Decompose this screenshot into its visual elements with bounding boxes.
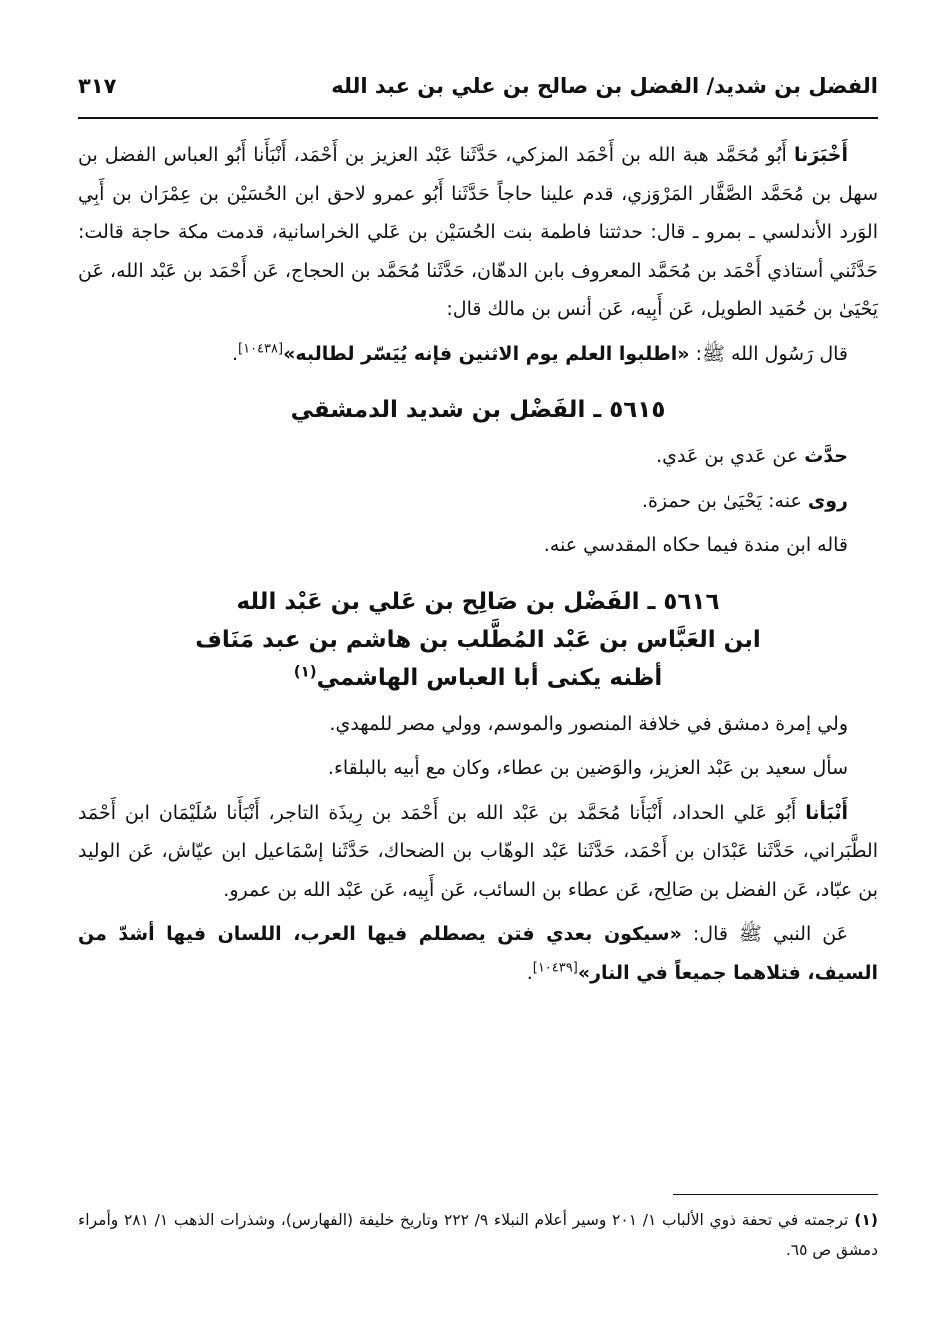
entry-heading-5616 [78, 583, 878, 697]
entry-heading-line-3-text: أظنه يكنى أبا العباس الهاشمي [316, 664, 663, 691]
running-title: الفضل بن شديد/ الفضل بن صالح بن علي بن عبد الله [331, 74, 878, 98]
isnad-paragraph-2 [78, 794, 878, 910]
entry-5615-line-3 [78, 526, 878, 565]
entry-5616-line-2: سأل سعيد بن عَبْد العزيز، والوَضين بن عطاء، وكان مع أبيه بالبلقاء. [327, 757, 848, 779]
header-rule [78, 117, 878, 119]
entry-heading-line-3 [78, 659, 878, 697]
paragraph-lead-word: أَنْبَأنا [805, 801, 848, 824]
line-lead-word: روى [807, 489, 848, 512]
hadith-end: . [526, 961, 533, 984]
hadith-intro: قال رَسُول الله ﷺ: [689, 342, 848, 365]
hadith-text: «اطلبوا العلم يوم الاثنين فإنه يُيَسّر لطالبه» [283, 342, 690, 365]
line-text: عنه: يَحْيَىٰ بن حمزة. [641, 489, 808, 512]
entry-heading-line: ٥٦١٥ ـ الفَضْل بن شديد الدمشقي [290, 397, 666, 423]
isnad-paragraph-1 [78, 136, 878, 329]
entry-heading-line-2: ابن العَبَّاس بن عَبْد المُطَّلب بن هاشم بن عبد مَنَاف [195, 626, 761, 653]
hadith-intro: عَن النبي ﷺ قال: [681, 923, 849, 945]
hadith-line-2 [78, 915, 878, 992]
entry-heading-5615 [78, 391, 878, 429]
book-page [78, 68, 878, 1318]
entry-heading-line-1: ٥٦١٦ ـ الفَضْل بن صَالِح بن عَلي بن عَبْد الله [236, 588, 720, 615]
line-text: قاله ابن مندة فيما حكاه المقدسي عنه. [543, 534, 848, 556]
footnotes [78, 1205, 878, 1265]
hadith-end: . [231, 342, 239, 365]
entry-5616-line-1: ولي إمرة دمشق في خلافة المنصور والموسم، وولي مصر للمهدي. [329, 712, 848, 735]
hadith-reference: [١٠٤٣٩] [532, 960, 578, 976]
running-header [78, 68, 878, 104]
paragraph-lead-word: أَخْبَرَنا [793, 144, 848, 166]
hadith-reference: [١٠٤٣٨] [238, 341, 284, 357]
footnote-rule [673, 1194, 878, 1195]
entry-5615-line-1 [78, 437, 878, 476]
footnote-marker: (١) [293, 661, 317, 680]
footnote-1 [78, 1205, 878, 1265]
footnote-number: (١) [854, 1211, 878, 1229]
page-number: ٣١٧ [78, 74, 117, 98]
body-text [78, 136, 878, 992]
paragraph-text: أَبُو مُحَمَّد هبة الله بن أَحْمَد المزكي، حَدَّثَنا عَبْد العزيز بن أَحْمَد، أَنْبَأَنا أَبُو العباس الفضل بن سهل بن مُحَمَّد الصَّفَّار المَرْوَزي، قدم علينا حاجاً حَدَّثَنا أَبُو عمرو لاحق ابن الحُسَيْن بن عِمْرَان بن أَبِي الوَرد الأندلسي ـ بمرو ـ قال: حدثتنا فاطمة بنت الحُسَيْن بن عَلي الخراسانية، قدمت مكة حاجة قالت: حَدَّثَني أستاذي أَحْمَد بن مُحَمَّد المعروف بابن الدهّان، حَدَّثَنا مُحَمَّد بن الحجاج، عَن أَحْمَد بن عَبْد الله، عَن يَحْيَىٰ بن حُمَيد الطويل، عَن أَبِيه، عَن أنس بن مالك قال: [78, 144, 878, 320]
line-text: عن عَدي بن عَدي. [656, 445, 805, 467]
entry-5615-line-2 [78, 482, 878, 521]
paragraph-text: أَبُو عَلي الحداد، أَنْبَأَنا مُحَمَّد بن عَبْد الله بن أَحْمَد بن رِيذَة التاجر، أَنْبَأَنا سُلَيْمَان ابن أَحْمَد الطَّبَراني، حَدَّثَنا عَبْدَان بن أَحْمَد، حَدَّثَنا عَبْد الوهّاب بن الضحاك، حَدَّثَنا إسْمَاعيل ابن عيّاش، عَن الوليد بن عبّاد، عَن الفضل بن صَالِح، عَن عطاء بن السائب، عَن أَبِيه، عَن عَبْد الله بن عمرو. [78, 801, 878, 901]
line-lead-word: حدَّث [804, 445, 848, 467]
footnote-text: ترجمته في تحفة ذوي الألباب ١/ ٢٠١ وسير أعلام النبلاء ٩/ ٢٢٢ وتاريخ خليفة (الفهارس)، وشذرات الذهب ١/ ٢٨١ وأمراء دمشق ص ٦٥. [78, 1211, 878, 1259]
hadith-text: «سيكون بعدي فتن يصطلم فيها العرب، اللسان فيها أشدّ من السيف، فتلاهما جميعاً في النار» [78, 923, 878, 984]
hadith-line-1 [78, 335, 878, 374]
